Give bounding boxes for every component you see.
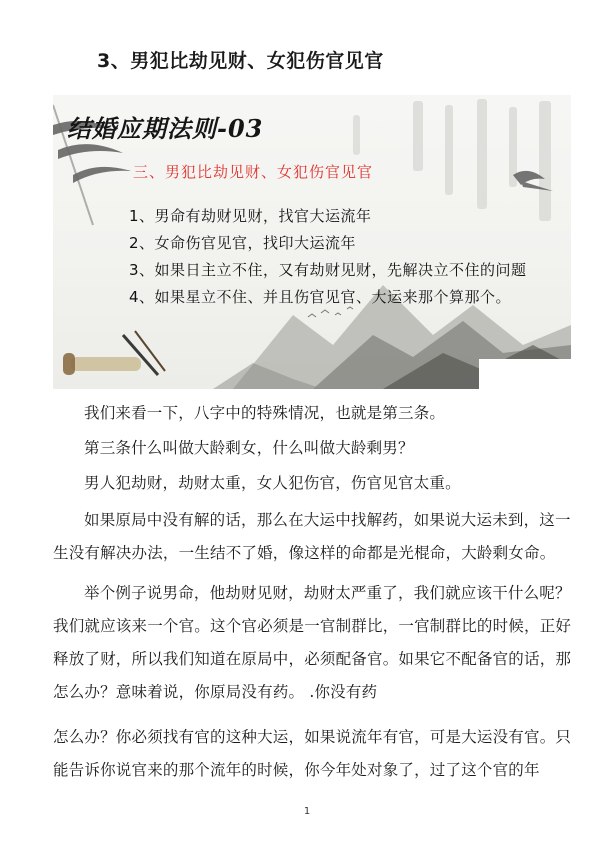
body-paragraph: 怎么办？你必须找有官的这种大运，如果说流年有官，可是大运没有官。只能告诉你说官来的那个流年的时候，你今年处对象了，过了这个官的年 — [53, 728, 572, 779]
banner-rule-item: 3、如果日主立不住，又有劫财见财，先解决立不住的问题 — [129, 261, 527, 279]
banner-rule-item: 4、如果星立不住、并且伤官见官、大运来那个算那个。 — [129, 288, 512, 306]
banner-rule-list — [129, 203, 527, 311]
body-paragraph: 举个例子说男命，他劫财见财，劫财太严重了，我们就应该干什么呢？我们就应该来一个官。这个官必须是一官制群比，一官制群比的时候，正好释放了财，所以我们知道在原局中，必须配备官。如果它不配备官的话，那怎么办？意味着说，你原局没有药。 .你没有药 — [53, 584, 572, 701]
section-heading: 3、男犯比劫见财、女犯伤官见官 — [97, 50, 384, 72]
lesson-banner-image — [53, 95, 571, 389]
banner-rule-item: 1、男命有劫财见财，找官大运流年 — [129, 207, 372, 225]
body-paragraph: 我们来看一下，八字中的特殊情况，也就是第三条。 — [84, 404, 446, 422]
body-paragraph: 如果原局中没有解的话，那么在大运中找解药，如果说大运未到，这一生没有解决办法，一生结不了婚，像这样的命都是光棍命，大龄剩女命。 — [53, 511, 571, 562]
banner-subtitle: 三、男犯比劫见财、女犯伤官见官 — [133, 163, 374, 181]
body-paragraph: 男人犯劫财，劫财太重，女人犯伤官，伤官见官太重。 — [84, 474, 461, 492]
banner-rule-item: 2、女命伤官见官，找印大运流年 — [129, 234, 357, 252]
body-paragraph: 第三条什么叫做大龄剩女，什么叫做大龄剩男？ — [84, 439, 414, 457]
page-number: 1 — [303, 806, 311, 817]
banner-title: 结婚应期法则-03 — [67, 114, 264, 143]
